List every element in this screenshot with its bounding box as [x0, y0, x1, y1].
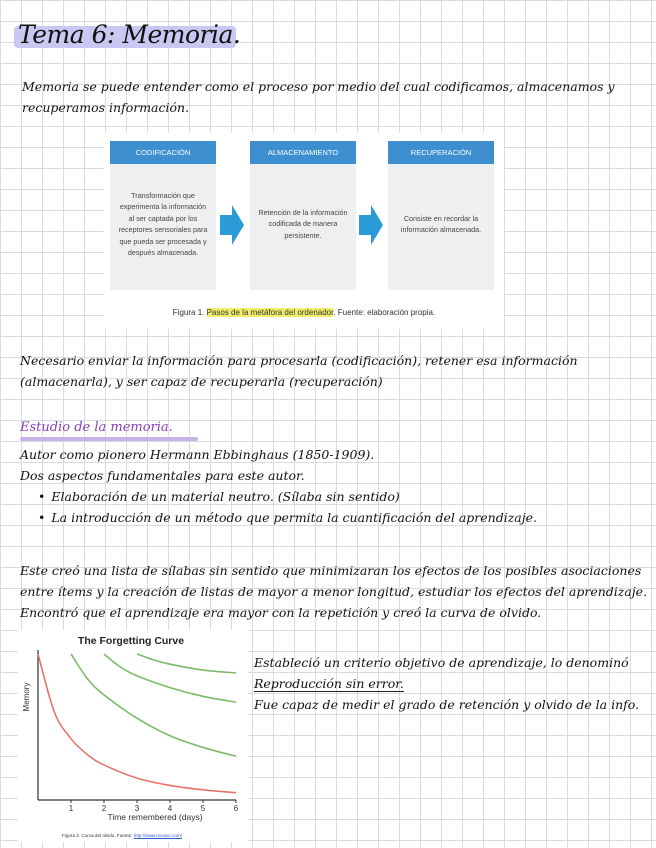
paragraph-method: Este creó una lista de sílabas sin sentido que minimizaran los efectos de los posibles asociaciones entre ítems y la creación de listas de mayor a menor longitud, estudiar los efectos del aprendizaje. Encontró que el aprendizaje era mayor con la repetición y creó la curva de olvido. [20, 563, 648, 620]
list-item: • Elaboración de un material neutro. (Sílaba sin sentido) [38, 486, 648, 507]
chart-title: The Forgetting Curve [77, 635, 185, 647]
paragraph-processing: Necesario enviar la información para procesarla (codificación), retener esa información (almacenarla), y ser capaz de recuperarla (recuperación) [20, 353, 578, 389]
series-line-1 [38, 654, 236, 793]
arrow-right-icon [220, 205, 244, 245]
box-header: CODIFICACIÓN [110, 141, 216, 164]
aspects-line: Dos aspectos fundamentales para este autor. [20, 468, 305, 483]
x-axis-label: Time remembered (days) [107, 812, 203, 822]
paragraph-author [20, 444, 640, 486]
y-axis-label: Memory [22, 682, 31, 712]
criterion-term: Reproducción sin error. [254, 676, 404, 691]
figure-computer-metaphor [104, 133, 504, 329]
x-tick-label: 3 [134, 804, 140, 813]
box-header: ALMACENAMIENTO [250, 141, 356, 164]
arrow-right-icon [359, 205, 383, 245]
box-text: Retención de la información codificada de manera persistente. [258, 207, 348, 240]
box-header: RECUPERACIÓN [388, 141, 494, 164]
x-tick-label: 6 [233, 804, 239, 813]
x-tick-label: 2 [101, 804, 107, 813]
caption-highlight: Pasos de la metáfora del ordenador [206, 308, 334, 317]
caption-suffix: . Fuente: elaboración propia. [333, 308, 436, 317]
x-tick-label: 4 [167, 804, 173, 813]
page-title: Tema 6: Memoria. [18, 20, 241, 49]
figure2-caption [62, 833, 182, 838]
aspects-list [38, 486, 648, 528]
box-almacenamiento [250, 141, 356, 290]
x-tick-label: 1 [68, 804, 74, 813]
x-tick-label: 5 [200, 804, 206, 813]
criterion-text: Estableció un criterio objetivo de aprendizaje, lo denominó [254, 655, 629, 670]
measure-text: Fue capaz de medir el grado de retención y olvido de la info. [254, 697, 640, 712]
caption-prefix: Figura 2. Curva del olvido. Fuente: [62, 833, 134, 838]
series-line-3 [104, 654, 236, 702]
caption-prefix: Figura 1. [172, 308, 207, 317]
section-title: Estudio de la memoria. [20, 420, 173, 435]
box-codificacion [110, 141, 216, 290]
section-underline [20, 437, 198, 441]
forgetting-curve-figure [18, 630, 248, 842]
intro-paragraph: Memoria se puede entender como el proceso por medio del cual codificamos, almacenamos y recuperamos información. [22, 79, 615, 115]
author-line: Autor como pionero Hermann Ebbinghaus (1850-1909). [20, 447, 375, 462]
series-line-4 [137, 654, 236, 673]
series-line-2 [71, 654, 236, 756]
box-text: Consiste en recordar la información almacenada. [400, 213, 482, 234]
caption-link[interactable]: http://www.mosaic.com/ [133, 833, 183, 838]
box-text: Transformación que experimenta la información al ser captada por los receptores sensoriales para que pueda ser procesada y después almacenada. [118, 190, 208, 257]
paragraph-criterion [254, 652, 654, 715]
forgetting-curve-chart [18, 630, 248, 830]
box-recuperacion [388, 141, 494, 290]
figure1-caption [104, 308, 504, 317]
list-item: • La introducción de un método que permita la cuantificación del aprendizaje. [38, 507, 648, 528]
